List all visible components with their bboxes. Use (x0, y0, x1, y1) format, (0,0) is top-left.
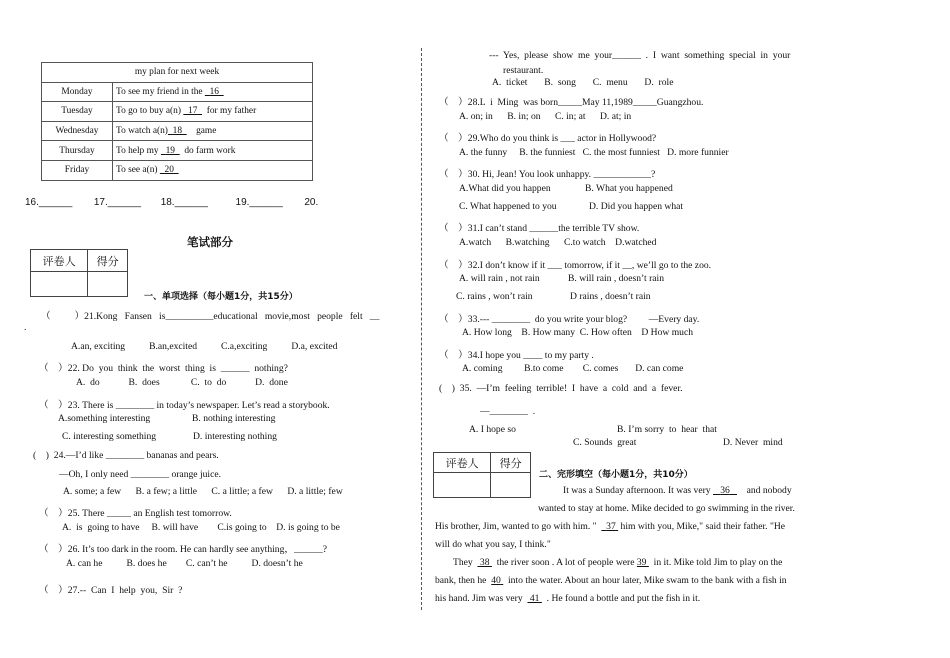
plan-text: for my father (202, 106, 257, 117)
column-divider (421, 48, 422, 610)
cloze-blank-number: 36 (720, 485, 730, 496)
question-29: （ ）29.Who do you think is ___ actor in Hollywood? (439, 133, 657, 144)
answer-blank: 17.______ (93, 197, 142, 208)
cloze-text: His brother, Jim, wanted to go with him. " (435, 521, 602, 532)
plan-text: To see my friend in the (116, 86, 205, 97)
cloze-blank-number: 39 (636, 557, 647, 568)
written-part-title: 笔试部分 (187, 235, 233, 249)
question-32-option-a: A. will rain , not rain (459, 273, 540, 284)
cloze-text: his hand. Jim was very (435, 593, 528, 604)
question-35-option-a: A. I hope so (469, 424, 516, 435)
grader-cell[interactable] (31, 272, 88, 297)
plan-blank (183, 106, 202, 116)
score-label: 得分 (491, 453, 531, 473)
question-35: ( ) 35. —I’m feeling terrible! I have a cold and a fever. (439, 383, 683, 394)
question-31: （ ）31.I can’t stand ______the terrible TV show. (439, 223, 640, 234)
question-31-options: A.watch B.watching C.to watch D.watched (459, 237, 657, 248)
plan-text: To see a(n) (116, 165, 160, 176)
cloze-blank (527, 593, 541, 604)
question-23: （ ）23. There is ________ in today’s newspaper. Let’s read a storybook. (39, 400, 330, 411)
cloze-text: . He found a bottle and put the fish in it. (541, 593, 701, 604)
plan-blank (160, 165, 179, 175)
cloze-text: bank, then he (435, 575, 492, 586)
answer-blank: 16.______ (25, 197, 73, 208)
cloze-blank (601, 521, 618, 532)
question-28-options: A. on; in B. in; on C. in; at D. at; in (459, 111, 632, 122)
plan-blank-number: 16 (209, 86, 219, 97)
plan-blank-number: 17 (188, 106, 198, 117)
plan-day: Thursday (42, 141, 113, 161)
question-32-option-c: C. rains , won’t rain (456, 291, 533, 302)
plan-text: do farm work (179, 145, 236, 156)
plan-blank (161, 146, 180, 156)
question-30-option-b: B. What you happened (585, 183, 673, 194)
question-28: （ ）28.L i Ming was born_____May 11,1989_____Guangzhou. (439, 97, 704, 108)
score-cell[interactable] (88, 272, 128, 297)
question-27-reply: --- Yes, please show me your______ . I want something special in your (489, 50, 791, 61)
plan-task (113, 141, 313, 161)
question-32: （ ）32.I don’t know if it ___ tomorrow, if it __, we’ll go to the zoo. (439, 260, 712, 271)
question-29-options: A. the funny B. the funniest C. the most funniest D. more funnier (459, 147, 729, 158)
grader-label: 评卷人 (31, 250, 88, 272)
question-24: ( ) 24.—I’d like ________ bananas and pears. (33, 450, 219, 461)
answer-blank: 20. (304, 197, 319, 208)
cloze-blank (713, 485, 737, 496)
question-33: （ ）33.--- ________ do you write your blog? —Every day. (439, 314, 700, 325)
cloze-blank-number: 37 (606, 521, 616, 532)
question-23-option-b: B. nothing interesting (192, 413, 276, 424)
score-label: 得分 (88, 250, 128, 272)
cloze-line (563, 485, 792, 496)
plan-text: game (186, 126, 217, 137)
question-33-options: A. How long B. How many C. How often D How much (462, 327, 694, 338)
question-21: （ ）21.Kong Fansen is__________educational movie,most people felt __ (41, 311, 380, 322)
grader-label: 评卷人 (434, 453, 491, 473)
plan-text: To go to buy a(n) (116, 106, 184, 117)
cloze-line (435, 521, 785, 532)
plan-task (113, 102, 313, 122)
question-35-option-c: C. Sounds great (573, 437, 637, 448)
cloze-text: It was a Sunday afternoon. It was very (563, 485, 713, 496)
plan-day: Monday (42, 82, 113, 102)
question-32-option-b: B. will rain , doesn’t rain (568, 273, 665, 284)
question-22: （ ）22. Do you think the worst thing is ______ nothing? (39, 363, 288, 374)
question-25: （ ）25. There _____ an English test tomorrow. (39, 508, 232, 519)
plan-day: Friday (42, 160, 113, 180)
cloze-blank-number: 40 (491, 575, 501, 586)
cloze-line (453, 557, 782, 568)
question-24-options: A. some; a few B. a few; a little C. a little; a few D. a little; few (63, 486, 343, 497)
cloze-line: wanted to stay at home. Mike decided to go swimming in the river. (538, 503, 795, 514)
question-23-option-d: D. interesting nothing (193, 431, 277, 442)
cloze-text: into the water. About an hour later, Mike swam to the bank with a fish in (503, 575, 787, 586)
cloze-blank (478, 557, 492, 568)
question-30-option-c: C. What happened to you (459, 201, 557, 212)
question-35-option-b: B. I’m sorry to hear that (617, 424, 717, 435)
plan-blank-number: 20 (164, 165, 174, 176)
question-34-options: A. coming B.to come C. comes D. can come (462, 363, 684, 374)
answer-line (25, 197, 318, 208)
question-27: （ ）27.-- Can I help you, Sir ? (39, 585, 183, 596)
plan-text: To watch a(n) (116, 126, 168, 137)
question-21-cont: . (24, 322, 27, 333)
question-30: （ ）30. Hi, Jean! You look unhappy. ____________? (439, 169, 656, 180)
question-27-reply-cont: restaurant. (503, 65, 544, 76)
cloze-text: and nobody (737, 485, 792, 496)
question-26-options: A. can he B. does he C. can’t he D. doesn’t he (66, 558, 303, 569)
cloze-line: will do what you say, I think." (435, 539, 551, 550)
plan-task (113, 121, 313, 141)
plan-blank-number: 19 (165, 145, 175, 156)
question-23-option-c: C. interesting something (62, 431, 157, 442)
cloze-line (435, 575, 787, 586)
section-1-title: 一、单项选择（每小题1分，共15分） (144, 292, 298, 302)
question-22-options: A. do B. does C. to do D. done (76, 377, 288, 388)
plan-blank-number: 18 (172, 126, 182, 137)
plan-day: Wednesday (42, 121, 113, 141)
answer-blank: 19.______ (235, 197, 283, 208)
plan-text: To help my (116, 145, 161, 156)
question-30-option-a: A.What did you happen (459, 183, 551, 194)
plan-blank (168, 126, 187, 136)
plan-day: Tuesday (42, 102, 113, 122)
question-21-options: A.an, exciting B.an,excited C.a,exciting D.a, excited (71, 341, 338, 352)
cloze-blank (491, 575, 503, 586)
question-27-options: A. ticket B. song C. menu D. role (492, 77, 674, 88)
answer-blank: 18.______ (160, 197, 208, 208)
question-23-option-a: A.something interesting (58, 413, 151, 424)
question-25-options: A. is going to have B. will have C.is going to D. is going to be (62, 522, 340, 533)
grade-box (30, 249, 128, 297)
plan-blank (205, 87, 224, 97)
question-30-option-d: D. Did you happen what (589, 201, 684, 212)
plan-title: my plan for next week (42, 63, 313, 83)
plan-task (113, 82, 313, 102)
question-35-reply: —________ . (480, 406, 536, 417)
score-cell[interactable] (491, 473, 531, 498)
question-35-option-d: D. Never mind (723, 437, 783, 448)
cloze-blank-number: 41 (529, 593, 540, 604)
cloze-blank (637, 557, 649, 568)
cloze-line (435, 593, 700, 604)
plan-task (113, 160, 313, 180)
question-26: （ ）26. It’s too dark in the room. He can hardly see anything，______? (39, 544, 328, 555)
question-24-reply: —Oh, I only need ________ orange juice. (59, 469, 221, 480)
cloze-text: the river soon . A lot of people were (491, 557, 637, 568)
cloze-text: him with you, Mike," said their father. "He (618, 521, 786, 532)
cloze-text: They (453, 557, 478, 568)
grade-box (433, 452, 531, 498)
question-32-option-d: D rains , doesn’t rain (570, 291, 651, 302)
section-2-title: 二、完形填空（每小题1分，共10分） (539, 470, 693, 480)
grader-cell[interactable] (434, 473, 491, 498)
cloze-text: in it. Mike told Jim to play on the (648, 557, 783, 568)
cloze-blank-number: 38 (479, 557, 490, 568)
plan-table (41, 62, 313, 181)
question-34: （ ）34.I hope you ____ to my party . (439, 350, 594, 361)
